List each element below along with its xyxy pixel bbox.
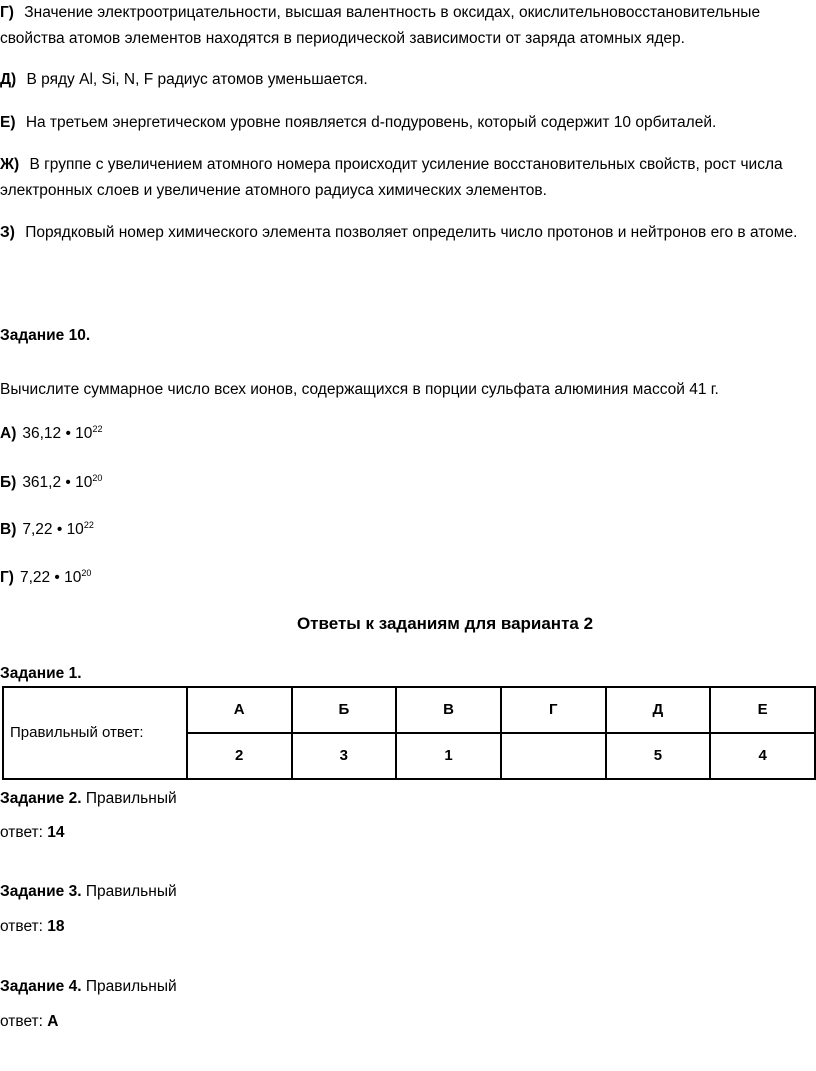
statement-d <box>0 67 800 93</box>
answer-prefix: Правильный <box>85 978 177 995</box>
answer-line-2 <box>0 820 800 846</box>
task10-title: Задание 10. <box>0 327 91 344</box>
table-header-cell: Д <box>606 687 711 733</box>
table-header-cell: В <box>396 687 501 733</box>
table-value-cell: 1 <box>396 733 501 779</box>
answer-title: Задание 2. <box>0 790 82 807</box>
table-row <box>3 687 815 733</box>
answer-value: 18 <box>47 918 65 935</box>
table-value-cell: 3 <box>292 733 397 779</box>
task10-option-g <box>0 565 800 591</box>
table-value-cell: 4 <box>710 733 815 779</box>
option-mantissa: 7,22 • 10 <box>19 569 82 586</box>
table-header-cell: Г <box>501 687 606 733</box>
task10-option-a <box>0 421 800 447</box>
statement-text: В группе с увеличением атомного номера происходит усиление восстановительных свойств, рост числа электронных слоев и увеличение атомного радиуса химических элементов. <box>0 156 783 199</box>
answers-heading: Ответы к заданиям для варианта 2 <box>296 614 594 633</box>
statement-text: Значение электроотрицательности, высшая валентность в оксидах, окислительновосстановительные свойства атомов элементов находятся в периодической зависимости от заряда атомных ядер. <box>0 4 761 47</box>
table-value-cell: 2 <box>187 733 292 779</box>
statement-g <box>0 0 800 52</box>
table-header-cell: Е <box>710 687 815 733</box>
statement-z <box>0 220 800 246</box>
option-exponent: 22 <box>83 520 94 530</box>
task1-answer-table <box>2 686 816 780</box>
statement-text: В ряду Al, Si, N, F радиус атомов уменьшается. <box>26 71 368 88</box>
answer-title: Задание 4. <box>0 978 82 995</box>
option-exponent: 22 <box>92 424 103 434</box>
option-label: Б) <box>0 474 17 491</box>
statement-label: Ж) <box>0 156 20 173</box>
statement-e <box>0 110 800 136</box>
option-mantissa: 36,12 • 10 <box>22 425 93 442</box>
task10-question: Вычислите суммарное число всех ионов, содержащихся в порции сульфата алюминия массой 41 г. <box>0 381 719 398</box>
option-label: В) <box>0 521 17 538</box>
statement-zh <box>0 152 800 204</box>
table-row-label: Правильный ответ: <box>3 687 187 779</box>
answer-label: ответ: <box>0 824 43 841</box>
answer-prefix: Правильный <box>85 790 177 807</box>
statement-label: Д) <box>0 71 17 88</box>
statement-label: З) <box>0 224 15 241</box>
option-mantissa: 361,2 • 10 <box>22 474 93 491</box>
task1-title: Задание 1. <box>0 665 82 682</box>
option-exponent: 20 <box>92 473 103 483</box>
option-mantissa: 7,22 • 10 <box>22 521 84 538</box>
table-value-cell: 5 <box>606 733 711 779</box>
table-header-cell: А <box>187 687 292 733</box>
statement-text: Порядковый номер химического элемента позволяет определить число протонов и нейтронов его в атоме. <box>25 224 798 241</box>
answer-line-1 <box>0 974 800 1000</box>
answer-title: Задание 3. <box>0 883 82 900</box>
option-exponent: 20 <box>81 568 92 578</box>
answer-line-2 <box>0 1009 800 1035</box>
option-label: А) <box>0 425 17 442</box>
answer-label: ответ: <box>0 918 43 935</box>
answer-value: А <box>47 1013 59 1030</box>
answer-value: 14 <box>47 824 65 841</box>
statement-label: Е) <box>0 114 16 131</box>
statement-label: Г) <box>0 4 14 21</box>
answer-line-1 <box>0 879 800 905</box>
answer-label: ответ: <box>0 1013 43 1030</box>
answer-prefix: Правильный <box>85 883 177 900</box>
answer-line-1 <box>0 786 800 812</box>
option-label: Г) <box>0 569 14 586</box>
answer-line-2 <box>0 914 800 940</box>
table-header-cell: Б <box>292 687 397 733</box>
task10-option-v <box>0 517 800 543</box>
statement-text: На третьем энергетическом уровне появляется d-подуровень, который содержит 10 орбиталей. <box>25 114 717 131</box>
task10-option-b <box>0 470 800 496</box>
table-value-cell <box>501 733 606 779</box>
